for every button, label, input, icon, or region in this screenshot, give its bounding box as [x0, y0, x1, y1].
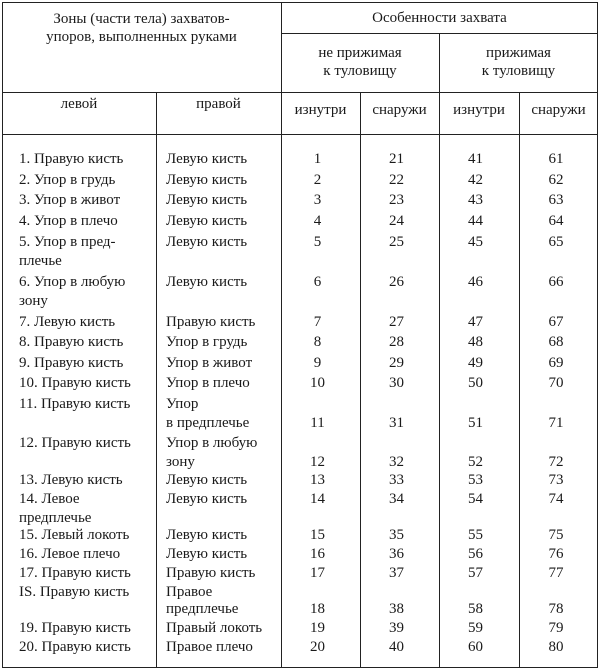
left-hand-zone: 1. Правую кисть	[19, 151, 124, 167]
left-hand-zone: 13. Левую кисть	[19, 472, 123, 488]
p-outside-number: 71	[548, 415, 564, 431]
left-hand-zone: 12. Правую кисть	[19, 435, 131, 451]
np-inside-number: 12	[310, 454, 325, 470]
right-hand-zone: Правую кисть	[166, 314, 256, 330]
np-outside-number: 34	[389, 491, 404, 507]
p-outside-number: 65	[548, 234, 564, 250]
p-outside-header: снаружи	[531, 102, 586, 118]
right-hand-zone: Правое плечо	[166, 639, 253, 655]
right-hand-zone-continued: предплечье	[166, 601, 239, 617]
p-inside-number: 44	[468, 213, 483, 229]
np-outside-number: 25	[389, 234, 404, 250]
np-inside-number: 18	[310, 601, 325, 617]
p-outside-number: 69	[548, 355, 564, 371]
np-inside-number: 13	[310, 472, 325, 488]
p-outside-number: 75	[548, 527, 564, 543]
left-hand-zone: 3. Упор в живот	[19, 192, 121, 208]
p-inside-number: 56	[468, 546, 483, 562]
features-title: Особенности захвата	[372, 10, 507, 26]
np-outside-number: 24	[389, 213, 404, 229]
left-hand-zone: 16. Левое плечо	[19, 546, 121, 562]
right-hand-zone-continued: зону	[166, 454, 195, 470]
np-inside-number: 5	[313, 234, 322, 250]
p-inside-number: 50	[468, 375, 483, 391]
zones-title-line2: упоров, выполненных руками	[46, 29, 237, 45]
np-outside-number: 28	[389, 334, 404, 350]
np-inside-number: 1	[313, 151, 322, 167]
np-outside-number: 23	[389, 192, 404, 208]
right-hand-zone: Левую кисть	[166, 151, 248, 167]
right-hand-zone: Левую кисть	[166, 274, 248, 290]
np-outside-number: 39	[389, 620, 404, 636]
np-outside-number: 36	[389, 546, 404, 562]
left-hand-zone: 14. Левое	[19, 491, 80, 507]
p-inside-number: 55	[468, 527, 483, 543]
left-hand-zone: 10. Правую кисть	[19, 375, 131, 391]
np-inside-number: 16	[310, 546, 325, 562]
left-hand-header: левой	[60, 96, 98, 112]
p-inside-number: 45	[468, 234, 483, 250]
left-hand-zone: 5. Упор в пред-	[19, 234, 116, 250]
right-hand-zone: Левую кисть	[166, 472, 248, 488]
p-inside-header: изнутри	[453, 102, 505, 118]
p-outside-number: 66	[548, 274, 564, 290]
right-hand-zone: Левую кисть	[166, 234, 248, 250]
np-outside-number: 37	[389, 565, 404, 581]
p-outside-number: 70	[548, 375, 564, 391]
zones-title-line1: Зоны (части тела) захватов-	[53, 11, 230, 27]
p-outside-number: 79	[548, 620, 564, 636]
right-hand-zone: Упор в грудь	[166, 334, 248, 350]
np-outside-number: 26	[389, 274, 404, 290]
np-inside-number: 15	[310, 527, 325, 543]
left-hand-zone: 7. Левую кисть	[19, 314, 116, 330]
left-hand-zone: 4. Упор в плечо	[19, 213, 118, 229]
rule-left-right-sep	[156, 92, 157, 668]
right-hand-header: правой	[196, 96, 241, 112]
not-pressing-title-line1: не прижимая	[318, 45, 402, 61]
np-outside-number: 38	[389, 601, 404, 617]
p-outside-number: 72	[548, 454, 564, 470]
left-hand-zone-continued: предплечье	[19, 510, 92, 526]
left-hand-zone: 8. Правую кисть	[19, 334, 124, 350]
p-inside-number: 41	[468, 151, 483, 167]
p-inside-number: 54	[468, 491, 483, 507]
pressing-title-line1: прижимая	[486, 45, 551, 61]
left-hand-zone-continued: зону	[19, 293, 48, 309]
p-outside-number: 68	[548, 334, 564, 350]
p-outside-number: 78	[548, 601, 564, 617]
left-hand-zone: 20. Правую кисть	[19, 639, 131, 655]
pressing-title-line2: к туловищу	[481, 63, 556, 79]
left-hand-zone-continued: плечье	[19, 253, 62, 269]
p-outside-number: 74	[548, 491, 564, 507]
right-hand-zone-continued: в предплечье	[166, 415, 250, 431]
left-hand-zone: 19. Правую кисть	[19, 620, 131, 636]
right-hand-zone: Упор в живот	[166, 355, 253, 371]
np-outside-number: 33	[389, 472, 404, 488]
right-hand-zone: Упор	[166, 396, 199, 412]
p-outside-number: 76	[548, 546, 564, 562]
right-hand-zone: Левую кисть	[166, 527, 248, 543]
np-outside-number: 29	[389, 355, 404, 371]
right-hand-zone: Упор в плечо	[166, 375, 250, 391]
right-hand-zone: Левую кисть	[166, 172, 248, 188]
np-outside-number: 31	[389, 415, 404, 431]
p-outside-number: 64	[548, 213, 564, 229]
np-inside-number: 4	[313, 213, 322, 229]
np-outside-number: 27	[389, 314, 404, 330]
np-outside-number: 35	[389, 527, 404, 543]
p-inside-number: 46	[468, 274, 483, 290]
rule-under-zones-title	[2, 92, 281, 93]
right-hand-zone: Левую кисть	[166, 546, 248, 562]
np-inside-number: 9	[313, 355, 322, 371]
right-hand-zone: Правый локоть	[166, 620, 263, 636]
p-inside-number: 49	[468, 355, 483, 371]
rule-top	[2, 2, 598, 3]
np-inside-number: 8	[313, 334, 322, 350]
np-inside-number: 20	[310, 639, 325, 655]
right-hand-zone: Левую кисть	[166, 213, 248, 229]
p-outside-number: 62	[548, 172, 564, 188]
p-inside-number: 58	[468, 601, 483, 617]
right-hand-zone: Упор в любую	[166, 435, 258, 451]
p-inside-number: 47	[468, 314, 483, 330]
p-inside-number: 53	[468, 472, 483, 488]
left-hand-zone: 9. Правую кисть	[19, 355, 124, 371]
np-inside-number: 6	[313, 274, 322, 290]
p-outside-number: 80	[548, 639, 564, 655]
np-outside-number: 30	[389, 375, 404, 391]
np-inside-number: 17	[310, 565, 325, 581]
rule-bottom	[2, 667, 598, 668]
not-pressing-title-line2: к туловищу	[323, 63, 397, 79]
np-inside-number: 14	[310, 491, 325, 507]
p-outside-number: 77	[548, 565, 564, 581]
np-inside-number: 2	[313, 172, 322, 188]
p-inside-number: 43	[468, 192, 483, 208]
right-hand-zone: Правое	[166, 584, 213, 600]
p-inside-number: 57	[468, 565, 483, 581]
p-inside-number: 60	[468, 639, 483, 655]
np-outside-header: снаружи	[372, 102, 427, 118]
np-outside-number: 32	[389, 454, 404, 470]
np-inside-number: 10	[310, 375, 325, 391]
left-hand-zone: 15. Левый локоть	[19, 527, 130, 543]
p-outside-number: 67	[548, 314, 564, 330]
left-hand-zone: 6. Упор в любую	[19, 274, 126, 290]
np-inside-number: 11	[310, 415, 325, 431]
np-outside-number: 22	[389, 172, 404, 188]
p-inside-number: 52	[468, 454, 483, 470]
left-hand-zone: 17. Правую кисть	[19, 565, 131, 581]
np-inside-header: изнутри	[294, 102, 347, 118]
right-hand-zone: Правую кисть	[166, 565, 256, 581]
left-hand-zone: IS. Правую кисть	[19, 584, 130, 600]
left-hand-zone: 11. Правую кисть	[19, 396, 131, 412]
p-inside-number: 59	[468, 620, 483, 636]
p-inside-number: 51	[468, 415, 483, 431]
p-outside-number: 73	[548, 472, 564, 488]
p-outside-number: 63	[548, 192, 564, 208]
np-outside-number: 21	[389, 151, 404, 167]
right-hand-zone: Левую кисть	[166, 491, 248, 507]
np-inside-number: 7	[313, 314, 322, 330]
rule-under-subheaders	[2, 134, 598, 135]
np-inside-number: 3	[313, 192, 322, 208]
left-hand-zone: 2. Упор в грудь	[19, 172, 116, 188]
p-outside-number: 61	[548, 151, 564, 167]
right-hand-zone: Левую кисть	[166, 192, 248, 208]
np-outside-number: 40	[389, 639, 404, 655]
np-inside-number: 19	[310, 620, 325, 636]
p-inside-number: 48	[468, 334, 483, 350]
p-inside-number: 42	[468, 172, 483, 188]
